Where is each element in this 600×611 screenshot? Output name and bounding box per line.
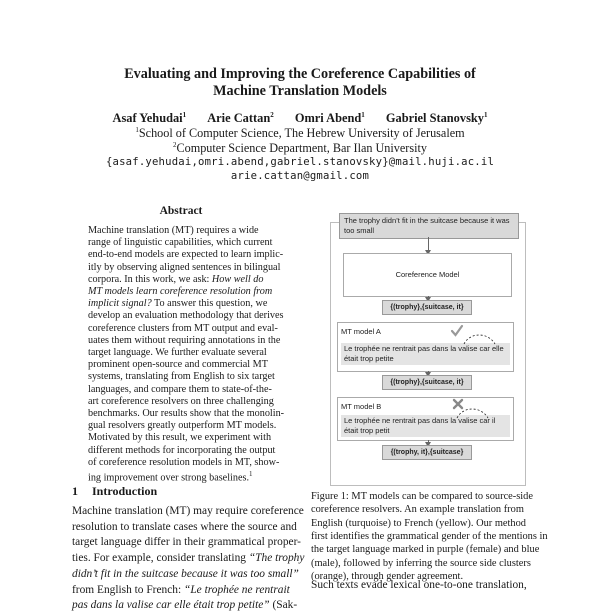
coref-link-icon bbox=[455, 404, 491, 422]
author: Omri Abend$^1$ bbox=[294, 111, 365, 126]
mt-model-b-label: MT model B bbox=[341, 402, 382, 411]
source-sentence-box: The trophy didn’t fit in the suitcase because it was too small bbox=[339, 213, 519, 239]
title-line: Evaluating and Improving the Coreference Capabilities of bbox=[124, 66, 476, 82]
mt-a-output-box: {(trophy},{suitcase, it} bbox=[382, 375, 472, 390]
caption-line: coreference resolvers. An example translation from bbox=[311, 504, 524, 516]
body-line: gual resolvers greatly outperform MT models. bbox=[88, 420, 277, 432]
author: Asaf Yehudai$^1$ bbox=[112, 111, 187, 126]
mt-model-a-label: MT model A bbox=[341, 327, 381, 336]
body-line: didn’t fit in the suitcase because it was too small” bbox=[72, 567, 299, 580]
body-line: range of linguistic capabilities, which current bbox=[88, 237, 273, 249]
coref-link-icon bbox=[462, 330, 498, 350]
body-line: art coreference resolvers on three challenging bbox=[88, 395, 274, 407]
body-line: implicit signal? To answer this question, we bbox=[88, 298, 268, 310]
caption-line: English (turquoise) to French (yellow). Our method bbox=[311, 517, 526, 529]
body-line: systems, translating from English to six target bbox=[88, 371, 275, 383]
title-line: Machine Translation Models bbox=[213, 83, 387, 99]
caption-line: (male), followed by inferring the source side clusters bbox=[311, 557, 531, 569]
affiliation: $^1$School of Computer Science, The Hebrew University of Jerusalem bbox=[135, 126, 465, 141]
caption-line: the target language marked in purple (female) and blue bbox=[311, 544, 540, 556]
coref-output-box: {(trophy},{suitcase, it} bbox=[382, 300, 472, 315]
body-line: languages, and compare them to state-of-the- bbox=[88, 383, 272, 395]
mt-b-output-box: {(trophy, it},{suitcase} bbox=[382, 445, 472, 460]
body-line: of coreference resolution models in MT, show- bbox=[88, 456, 280, 468]
body-line: resolution to translate cases where the source and bbox=[72, 520, 297, 533]
body-line: itly by observing aligned sentences in bilingual bbox=[88, 261, 281, 273]
body-line: target language. We further evaluate several bbox=[88, 347, 267, 358]
arrow-down-icon bbox=[428, 237, 429, 254]
caption-line: (orange), through gender agreement. bbox=[311, 570, 464, 582]
body-line: Machine translation (MT) requires a wide bbox=[88, 225, 259, 236]
email-line[interactable]: arie.cattan@gmail.com bbox=[230, 170, 370, 182]
body-line: Motivated by this result, we experiment with bbox=[88, 432, 272, 444]
body-line: ing improvement over strong baselines.$^1$ bbox=[88, 470, 253, 484]
author: Gabriel Stanovsky$^1$ bbox=[385, 111, 488, 126]
mt-model-a-translation: Le trophée ne rentrait pas dans la valise car elle était trop petite bbox=[341, 343, 510, 365]
body-line: MT models learn coreference resolution from bbox=[88, 286, 273, 297]
section-heading: 1 Introduction bbox=[72, 484, 158, 498]
coreference-model-box: Coreference Model bbox=[343, 253, 512, 297]
affiliation: $^2$Computer Science Department, Bar Ilan University bbox=[173, 141, 427, 156]
body-line: coreference clusters from MT output and eval- bbox=[88, 322, 278, 334]
caption-line: first identifies the grammatical gender of the mentions in bbox=[311, 530, 548, 542]
body-line: target language differ in their grammatical proper- bbox=[72, 536, 301, 549]
author-list bbox=[0, 111, 600, 126]
body-line: ties. For example, consider translating “The trophy bbox=[72, 552, 305, 565]
body-line: from English to French: “Le trophée ne rentrait bbox=[72, 583, 290, 596]
abstract-heading: Abstract bbox=[159, 205, 203, 217]
body-line: end-to-end models are expected to learn implic- bbox=[88, 249, 284, 261]
body-line: prominent open-source and commercial MT bbox=[88, 359, 268, 371]
body-line: Machine translation (MT) may require coreference bbox=[72, 505, 304, 517]
footnote-mark[interactable]: 1 bbox=[249, 470, 253, 478]
paper-title bbox=[0, 66, 600, 100]
body-line: corpora. In this work, we ask: How well do bbox=[88, 273, 264, 285]
author: Arie Cattan$^2$ bbox=[207, 111, 274, 126]
body-line: uates them without requiring annotations in the bbox=[88, 334, 281, 346]
mt-model-b-translation: Le trophée ne rentrait pas dans la valise car il était trop petit bbox=[341, 415, 510, 437]
body-line: different methods for incorporating the output bbox=[88, 444, 276, 456]
caption-line: Figure 1: MT models can be compared to source-side bbox=[311, 491, 533, 502]
body-line: develop an evaluation methodology that derives bbox=[88, 310, 284, 322]
email-line[interactable]: {asaf.yehudai,omri.abend,gabriel.stanovsky}@mail.huji.ac.il bbox=[105, 156, 495, 168]
body-line: pas dans la valise car elle était trop petite” (Sak- bbox=[72, 599, 298, 611]
body-line: Such texts evade lexical one-to-one translation, bbox=[311, 579, 527, 591]
body-line: benchmarks. Our results show that the monolin- bbox=[88, 408, 285, 419]
